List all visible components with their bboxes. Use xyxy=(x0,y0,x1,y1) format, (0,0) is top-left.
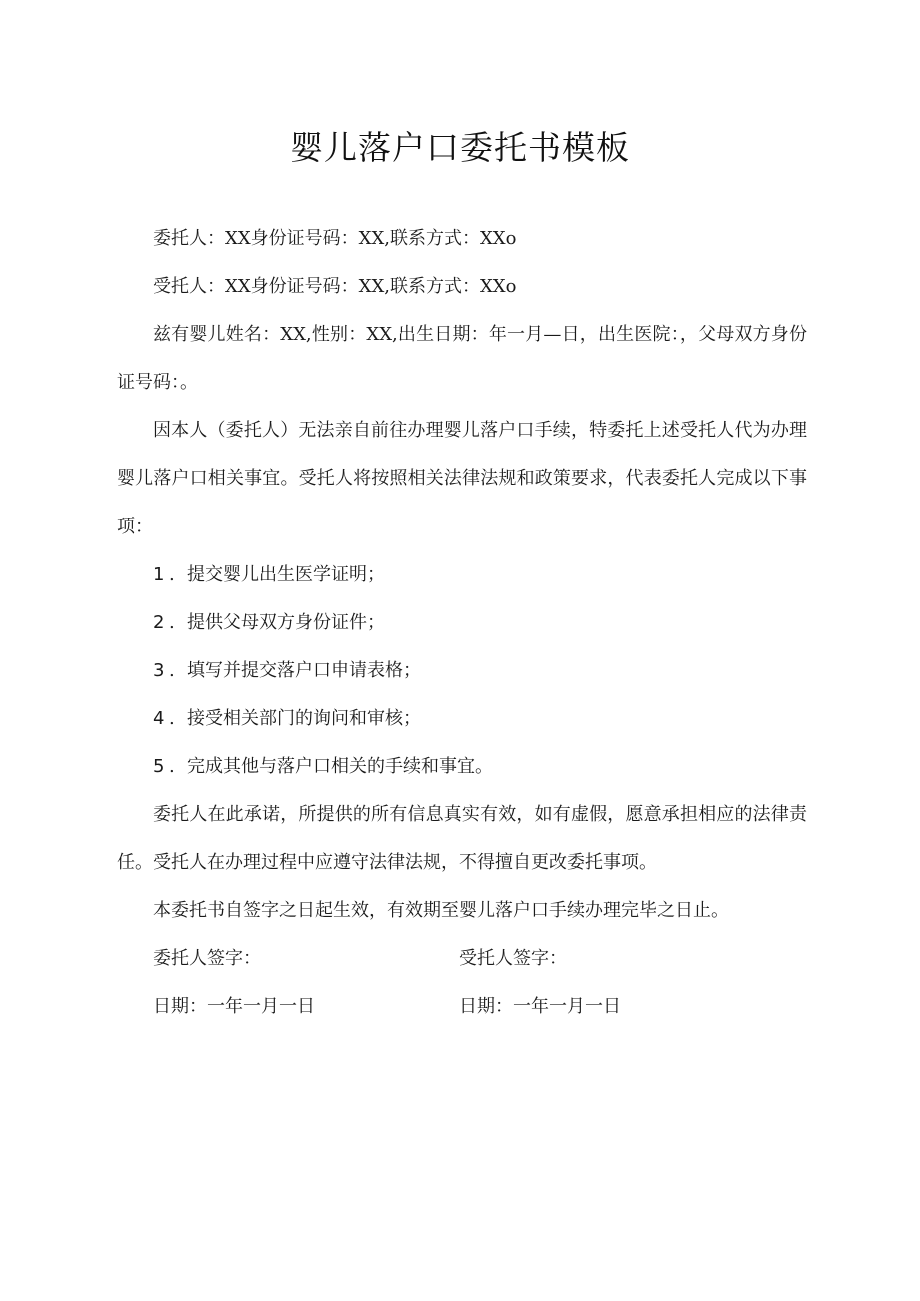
list-item-number: 2 xyxy=(153,612,165,633)
list-item-separator: . xyxy=(169,660,175,681)
list-item-number: 1 xyxy=(153,564,165,585)
trustee-date: 日期：一年一月一日 xyxy=(459,996,621,1017)
document-title: 婴儿落户口委托书模板 xyxy=(290,128,630,167)
list-item-separator: . xyxy=(169,756,175,777)
list-item-number: 5 xyxy=(153,756,165,777)
list-item-separator: . xyxy=(169,708,175,729)
trustee-info: 受托人：XX身份证号码：XX,联系方式：XXo xyxy=(153,276,517,297)
list-item-text: 接受相关部门的询问和审核； xyxy=(187,708,421,729)
date-row xyxy=(117,983,807,1031)
list-item xyxy=(117,599,807,647)
baby-info: 兹有婴儿姓名：XX,性别：XX,出生日期：年一月—日，出生医院：，父母双方身份证号码：。 xyxy=(117,324,807,393)
list-item-text: 提交婴儿出生医学证明； xyxy=(187,564,385,585)
document-body xyxy=(117,215,807,1031)
signature-row xyxy=(117,935,807,983)
client-date: 日期：一年一月一日 xyxy=(153,996,315,1017)
list-item-text: 提供父母双方身份证件； xyxy=(187,612,385,633)
list-item-text: 填写并提交落户口申请表格； xyxy=(187,660,421,681)
trustee-signature-label: 受托人签字： xyxy=(459,948,567,969)
list-item-number: 4 xyxy=(153,708,165,729)
validity-paragraph: 本委托书自签字之日起生效，有效期至婴儿落户口手续办理完毕之日止。 xyxy=(153,900,729,921)
list-item-separator: . xyxy=(169,564,175,585)
promise-paragraph: 委托人在此承诺，所提供的所有信息真实有效，如有虚假，愿意承担相应的法律责任。受托人在办理过程中应遵守法律法规，不得擅自更改委托事项。 xyxy=(117,804,807,873)
list-item xyxy=(117,743,807,791)
list-item xyxy=(117,551,807,599)
reason-paragraph: 因本人（委托人）无法亲自前往办理婴儿落户口手续，特委托上述受托人代为办理婴儿落户口相关事宜。受托人将按照相关法律法规和政策要求，代表委托人完成以下事项： xyxy=(117,420,807,537)
list-item-text: 完成其他与落户口相关的手续和事宜。 xyxy=(187,756,493,777)
matters-list xyxy=(117,551,807,791)
client-signature-label: 委托人签字： xyxy=(153,948,261,969)
list-item xyxy=(117,647,807,695)
list-item-number: 3 xyxy=(153,660,165,681)
list-item-separator: . xyxy=(169,612,175,633)
client-info: 委托人：XX身份证号码：XX,联系方式：XXo xyxy=(153,228,517,249)
list-item xyxy=(117,695,807,743)
